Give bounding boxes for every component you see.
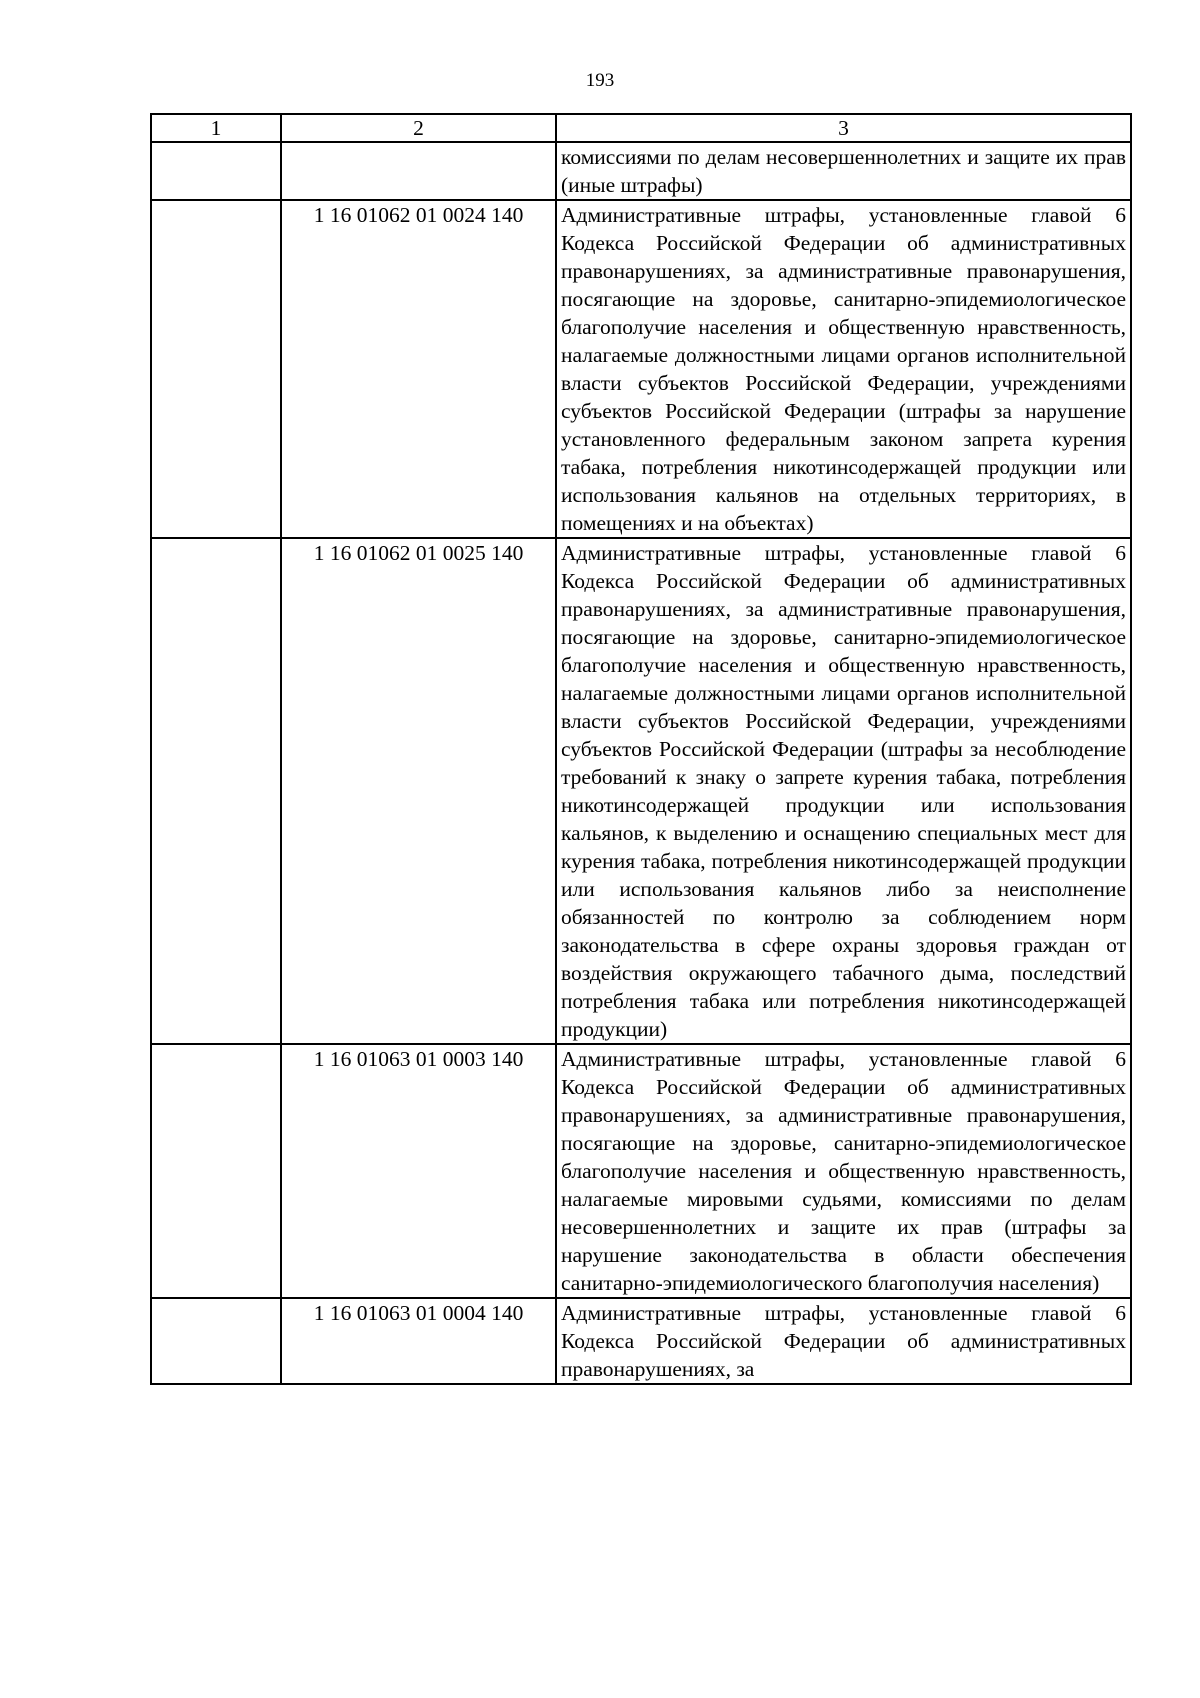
cell-code: 1 16 01063 01 0004 140 bbox=[281, 1298, 556, 1384]
table-row bbox=[151, 1044, 1131, 1298]
header-col-2: 2 bbox=[281, 114, 556, 142]
header-col-3: 3 bbox=[556, 114, 1131, 142]
cell-code: 1 16 01062 01 0024 140 bbox=[281, 200, 556, 538]
table-header-row bbox=[151, 114, 1131, 142]
cell-code bbox=[281, 142, 556, 200]
cell-col-1 bbox=[151, 1298, 281, 1384]
cell-code: 1 16 01062 01 0025 140 bbox=[281, 538, 556, 1044]
cell-description: комиссиями по делам несовершеннолетних и защите их прав (иные штрафы) bbox=[556, 142, 1131, 200]
cell-description: Административные штрафы, установленные главой 6 Кодекса Российской Федерации об административных правонарушениях, за административные правонарушения, посягающие на здоровье, санитарно-эпидемиологическое благополучие населения и общественную нравственность, налагаемые мировыми судьями, комиссиями по делам несовершеннолетних и защите их прав (штрафы за нарушение законодательства в области обеспечения санитарно-эпидемиологического благополучия населения) bbox=[556, 1044, 1131, 1298]
cell-col-1 bbox=[151, 538, 281, 1044]
table-row bbox=[151, 142, 1131, 200]
header-col-1: 1 bbox=[151, 114, 281, 142]
revenue-codes-table bbox=[150, 113, 1132, 1385]
cell-col-1 bbox=[151, 200, 281, 538]
cell-col-1 bbox=[151, 1044, 281, 1298]
table-row bbox=[151, 200, 1131, 538]
page-number: 193 bbox=[585, 70, 615, 91]
cell-col-1 bbox=[151, 142, 281, 200]
table-row bbox=[151, 538, 1131, 1044]
table-row bbox=[151, 1298, 1131, 1384]
cell-description: Административные штрафы, установленные главой 6 Кодекса Российской Федерации об административных правонарушениях, за административные правонарушения, посягающие на здоровье, санитарно-эпидемиологическое благополучие населения и общественную нравственность, налагаемые должностными лицами органов исполнительной власти субъектов Российской Федерации, учреждениями субъектов Российской Федерации (штрафы за нарушение установленного федеральным законом запрета курения табака, потребления никотинсодержащей продукции или использования кальянов на отдельных территориях, в помещениях и на объектах) bbox=[556, 200, 1131, 538]
cell-description: Административные штрафы, установленные главой 6 Кодекса Российской Федерации об административных правонарушениях, за bbox=[556, 1298, 1131, 1384]
cell-code: 1 16 01063 01 0003 140 bbox=[281, 1044, 556, 1298]
cell-description: Административные штрафы, установленные главой 6 Кодекса Российской Федерации об административных правонарушениях, за административные правонарушения, посягающие на здоровье, санитарно-эпидемиологическое благополучие населения и общественную нравственность, налагаемые должностными лицами органов исполнительной власти субъектов Российской Федерации, учреждениями субъектов Российской Федерации (штрафы за несоблюдение требований к знаку о запрете курения табака, потребления никотинсодержащей продукции или использования кальянов, к выделению и оснащению специальных мест для курения табака, потребления никотинсодержащей продукции или использования кальянов либо за неисполнение обязанностей по контролю за соблюдением норм законодательства в сфере охраны здоровья граждан от воздействия окружающего табачного дыма, последствий потребления табака или потребления никотинсодержащей продукции) bbox=[556, 538, 1131, 1044]
